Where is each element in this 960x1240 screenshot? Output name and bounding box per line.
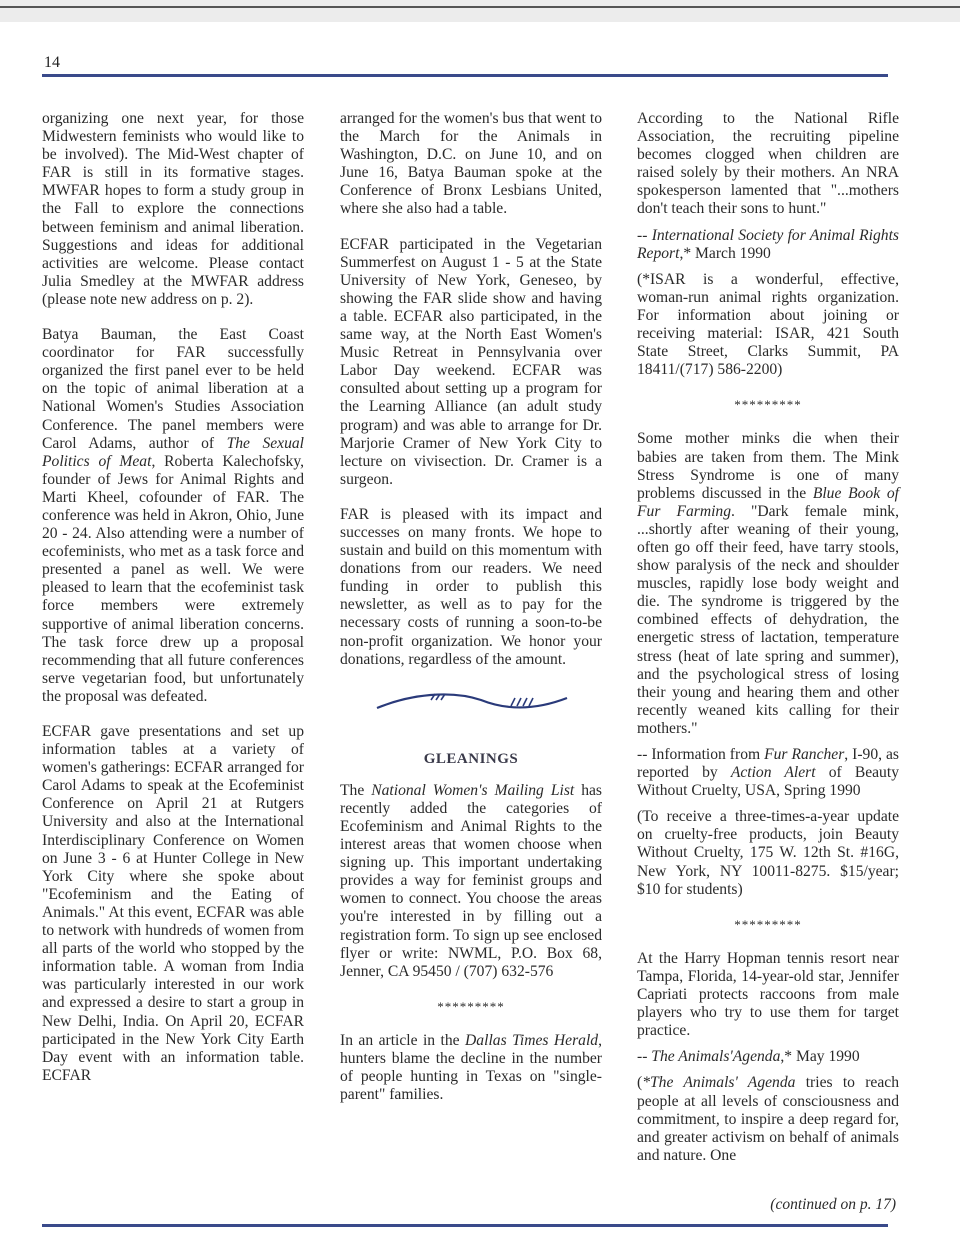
- col2-paragraph-4: [340, 782, 602, 981]
- title-blue-book: Blue Book of Fur Farming: [637, 484, 899, 520]
- col3-citation-isar: [637, 227, 899, 263]
- col3-p8-text-b: ,* May 1990: [780, 1048, 860, 1066]
- col3-p4-text-b: . "Dark female mink, ...shortly after weaning of their young, often go off their feed, have tarry stools, show paralysis of the neck and shoulder muscles, rapidly lose body weight and die. The syndrome is triggered by the combined effects of dehydration, the energetic stress of lactation, temperature stress (heat of late spring and summer), and the psychological stress of losing their young and hearing them and other recently weaned kits calling for their mothers.": [637, 502, 899, 737]
- col3-p8-text-a: --: [637, 1048, 652, 1066]
- continued-notice: [700, 1196, 896, 1214]
- col3-paragraph-1: According to the National Rifle Association, the recruiting pipeline becomes clogged when children are raised solely by their mothers. An NRA spokesperson lamented that "...mothers don't teach their sons to hunt.": [637, 110, 899, 218]
- col2-paragraph-1: arranged for the women's bus that went to the March for the Animals in Washington, D.C. on June 10, and on June 16, Batya Bauman spoke at the Conference of Bronx Lesbians United, where she also had a table.: [340, 110, 602, 218]
- continued-suffix: ): [890, 1196, 896, 1213]
- title-isar-report: International Society for Animal Rights Report: [637, 226, 899, 262]
- title-mailing-list: National Women's Mailing List: [371, 781, 575, 799]
- col2-p4-text-a: The: [340, 781, 372, 799]
- col3-paragraph-isar-note: (*ISAR is a wonderful, effective, woman-run animal rights organization. For information about joining or receiving material: ISAR, 421 South State Street, Clarks Summit, PA 18411/(717) 586-2200): [637, 270, 899, 379]
- section-heading-gleanings: GLEANINGS: [423, 750, 519, 767]
- header-rule: [42, 74, 888, 77]
- col1-p2-text-a: Batya Bauman, the East Coast coordinator for FAR successfully organized the first panel ever to be held on the topic of animal liberation at a National Women's Studies Association Conference. The panel members were Carol Adams, author of: [42, 326, 304, 452]
- col2-paragraph-2: ECFAR participated in the Vegetarian Summerfest on August 1 - 5 at the State University of New York, Geneseo, by showing the FAR slide show and having a table. ECFAR also participated, in the same way, at the North East Women's Music Retreat in Pennsylvania over Labor Day weekend. ECFAR was consulted about setting up a program for the Learning Alliance (an adult study program) and was able to arrange for Dr. Marjorie Cramer of New York City to lecture on vivisection. Dr. Cramer is a surgeon.: [340, 235, 602, 488]
- column-1: [42, 110, 304, 1102]
- col1-p2-text-b: , Roberta Kalechofsky, founder of Jews for Animal Rights and Marti Kheel, cofounder of FAR. The conference was held in Akron, Ohio, June 20 - 24. Also attending were a number of ecofeminists, who met as a task force and presented a panel as well. We were pleased to learn that the ecofeminist task force members were extremely supportive of animal liberation concerns. The task force drew up a proposal recommending that all future conferences serve vegetarian food, but unfortunately the proposal was defeated.: [42, 452, 305, 705]
- col3-p4-text-a: Some mother minks die when their babies are taken from them. The Mink Stress Syndrome is one of many problems discussed in the: [637, 430, 899, 502]
- col1-paragraph-3: ECFAR gave presentations and set up information tables at a variety of women's gatherings: ECFAR arranged for Carol Adams to speak at the Ecofeminist Conference on April 21 at Rutgers University and also at the International Interdisciplinary Conference on Women on June 3 - 6 at Hunter College in New York City where she spoke about "Ecofeminism and the Eating of Animals." At this event, ECFAR was able to network with hundreds of women from all parts of the world who stopped by the information table. A woman from India was particularly interested in our work and expressed a desire to start a group in New Delhi, India. On April 20, ECFAR participated in the New York City Earth Day event with an information table. ECFAR: [42, 723, 304, 1084]
- decorative-swash-divider: [371, 686, 571, 716]
- star-separator: *********: [437, 998, 505, 1014]
- footer-rule: [42, 1224, 888, 1227]
- star-separator: *********: [734, 397, 802, 413]
- title-animals-agenda: The Animals'Agenda: [651, 1048, 781, 1066]
- title-animals-agenda-note: *The Animals' Agenda: [642, 1074, 796, 1092]
- col3-citation-fur-rancher: [637, 746, 899, 800]
- column-2: [340, 110, 602, 1121]
- column-3: [637, 110, 899, 1182]
- col3-p5-text-a: -- Information from: [637, 746, 765, 763]
- col3-p9-text-b: tries to reach people at all levels of consciousness and commitment, to inspire a deep regard for, and greater activism on behalf of animals and nature. One: [637, 1074, 899, 1164]
- page-number: 14: [44, 54, 60, 71]
- title-fur-rancher: Fur Rancher: [764, 746, 845, 763]
- col2-paragraph-3: FAR is pleased with its impact and successes on many fronts. We hope to sustain and build on this momentum with donations from our readers. We need funding in order to publish this newsletter, as well as to pay for the necessary costs of running a soon-to-be non-profit organization. We honor your donations, regardless of the amount.: [340, 505, 602, 668]
- col2-p5-text-b: , hunters blame the decline in the number of people hunting in Texas on "single-parent" families.: [340, 1031, 602, 1104]
- col3-paragraph-mink: [637, 430, 899, 738]
- col3-p5-text-b: , I-90, as reported by: [637, 746, 899, 782]
- continued-page-ref[interactable]: p. 17: [859, 1196, 891, 1213]
- col2-paragraph-5: [340, 1032, 602, 1104]
- col3-paragraph-agenda-note: [637, 1074, 899, 1164]
- col3-p5-text-c: of Beauty Without Cruelty, USA, Spring 1990: [637, 764, 899, 800]
- col3-paragraph-bwc-note: (To receive a three-times-a-year update on cruelty-free products, join Beauty Without Cruelty, 175 W. 12th St. #16G, New York, NY 10011-8275. $15/year; $10 for students): [637, 808, 899, 898]
- col1-paragraph-1: organizing one next year, for those Midwestern feminists who would like to be involved). The Mid-West chapter of FAR is still in its formative stages. MWFAR hopes to form a study group in the Fall to explore the connections between feminism and animal liberation. Suggestions and ideas for additional activities are welcome. Please contact Julia Smedley at the MWFAR address (please note new address on p. 2).: [42, 110, 304, 308]
- col1-paragraph-2: [42, 326, 304, 706]
- title-dallas-times-herald: Dallas Times Herald: [465, 1031, 599, 1049]
- col3-p2-text-b: ,* March 1990: [679, 244, 771, 262]
- scan-top-band: [0, 0, 960, 22]
- col3-p2-text-a: --: [637, 226, 652, 244]
- col3-citation-animals-agenda: [637, 1048, 899, 1066]
- col3-p9-open: (: [637, 1074, 643, 1092]
- scan-top-line: [0, 6, 960, 8]
- book-title-sexual-politics: The Sexual Politics of Meat: [42, 434, 305, 470]
- continued-prefix: (continued on: [770, 1196, 860, 1213]
- col3-paragraph-capriati: At the Harry Hopman tennis resort near Tampa, Florida, 14-year-old star, Jennifer Capriati protects raccoons from male players who try to use them for target practice.: [637, 949, 899, 1040]
- star-separator: *********: [734, 916, 802, 932]
- col2-p5-text-a: In an article in the: [340, 1031, 466, 1049]
- title-action-alert: Action Alert: [730, 764, 816, 782]
- col2-p4-text-b: has recently added the categories of Ecofeminism and Animal Rights to the interest areas that women choose when signing up. This important undertaking provides a way for feminist groups and women to connect. You choose the areas you're interested in by filling out a registration form. To sign up see enclosed flyer or write: NWML, P.O. Box 68, Jenner, CA 95450 / (707) 632-576: [340, 781, 602, 980]
